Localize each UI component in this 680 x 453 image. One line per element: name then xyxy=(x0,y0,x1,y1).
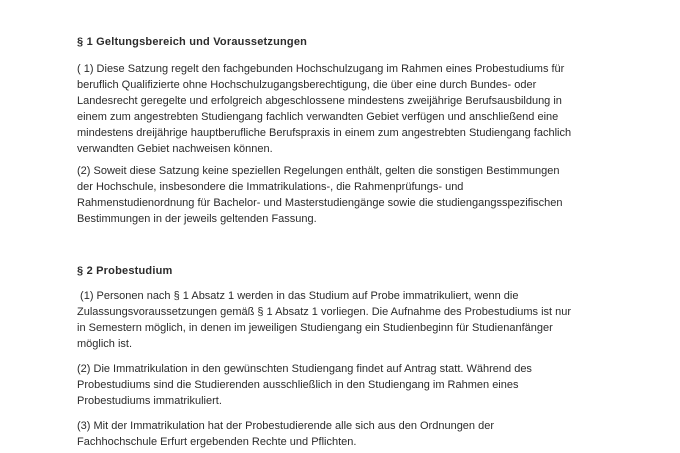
text-line: möglich ist. xyxy=(77,338,133,350)
text-line: verwandten Gebiet nachweisen können. xyxy=(77,143,273,155)
text-line: mindestens dreijährige hauptberufliche Berufspraxis in einem zum angestrebten Studiengang fachlich xyxy=(77,127,572,139)
text-line: Fachhochschule Erfurt ergebenden Rechte und Pflichten. xyxy=(77,436,357,448)
text-line: Zulassungsvoraussetzungen gemäß § 1 Absatz 1 vorliegen. Die Aufnahme des Probestudiums ist nur xyxy=(77,306,572,318)
section-2-paragraph-2 xyxy=(77,361,532,409)
text-line: Rahmenstudienordnung für Bachelor- und Masterstudiengänge sowie die studiengangsspezifischen xyxy=(77,197,563,209)
text-line: (2) Die Immatrikulation in den gewünschten Studiengang findet auf Antrag statt. Während des xyxy=(77,363,532,375)
text-line: (1) Personen nach § 1 Absatz 1 werden in das Studium auf Probe immatrikuliert, wenn die xyxy=(77,290,519,302)
section-1-paragraph-2 xyxy=(77,163,563,227)
text-line: Bestimmungen in der jeweils geltenden Fassung. xyxy=(77,213,317,225)
text-line: der Hochschule, insbesondere die Immatrikulations-, die Rahmenprüfungs- und xyxy=(77,181,464,193)
text-line: ( 1) Diese Satzung regelt den fachgebunden Hochschulzugang im Rahmen eines Probestudiums für xyxy=(77,63,565,75)
section-2-heading: § 2 Probestudium xyxy=(77,265,173,277)
section-1-heading: § 1 Geltungsbereich und Voraussetzungen xyxy=(77,36,308,48)
text-line: beruflich Qualifizierte ohne Hochschulzugangsberechtigung, die über eine durch Bundes- oder xyxy=(77,79,537,91)
text-line: in Semestern möglich, in denen im jeweiligen Studiengang ein Studienbeginn für Studienanfänger xyxy=(77,322,553,334)
text-line: Landesrecht geregelte und erfolgreich abgeschlossene mindestens zweijährige Berufsausbildung in xyxy=(77,95,562,107)
text-line: (3) Mit der Immatrikulation hat der Probestudierende alle sich aus den Ordnungen der xyxy=(77,420,495,432)
text-line: Probestudiums immatrikuliert. xyxy=(77,395,222,407)
section-2-paragraph-1 xyxy=(77,288,571,352)
text-line: (2) Soweit diese Satzung keine speziellen Regelungen enthält, gelten die sonstigen Bestimmungen xyxy=(77,165,560,177)
text-line: Probestudiums sind die Studierenden ausschließlich in den Studiengang im Rahmen eines xyxy=(77,379,519,391)
section-1-paragraph-1 xyxy=(77,61,571,157)
text-line: einem zum angestrebten Studiengang fachlich verwandten Gebiet verfügen und anschließend eine xyxy=(77,111,559,123)
section-2-paragraph-3 xyxy=(77,418,494,450)
